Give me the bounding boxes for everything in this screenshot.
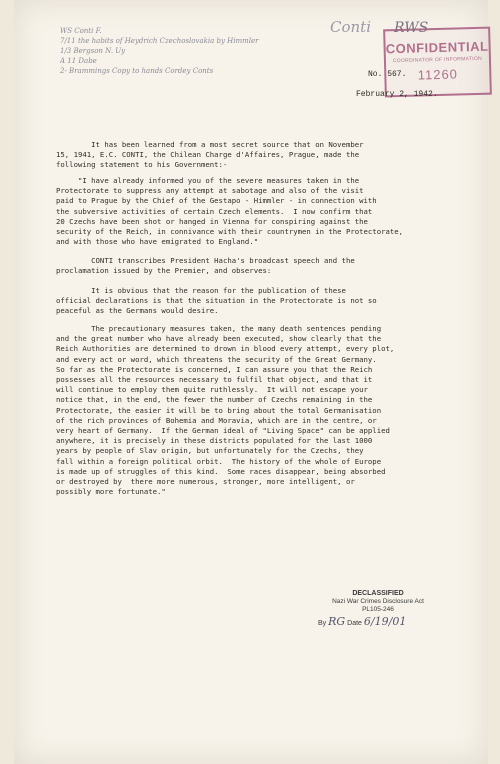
handwritten-line: A 11 Dabe [60, 57, 97, 65]
stamp-number: 11260 [417, 66, 459, 83]
handwritten-line: 2- Brammings Copy to hands Cordey Conts [60, 67, 214, 75]
document-date: February 2, 1942. [356, 90, 438, 99]
handwritten-signature: Conti [330, 18, 371, 36]
paragraph-intro: It has been learned from a most secret source that on November 15, 1941, E.C. CONTI, the Chilean Charge d'Affaires, Prague, made the following statement to his Government:- [56, 140, 364, 170]
declassified-stamp [318, 590, 438, 628]
paragraph-conti-transcribes: CONTI transcribes President Hacha's broadcast speech and the proclamation issued by the Premier, and observes: [56, 256, 355, 276]
stamp-label: CONFIDENTIAL [385, 38, 489, 57]
paragraph-precautionary: The precautionary measures taken, the many death sentences pending and the great number who have already been executed, show clearly that the Reich Authorities are determined to drown in blood every attempt, every plot, and every act or word, which threatens the security of the Great Germany. So far as the Protectorate is concerned, I can assure you that the Reich possesses all the resources necessary to fulfil that object, and that it will continue to employ them quite ruthlessly. It will not escape your notice that, in the end, the fewer the number of Czechs remaining in the Protectorate, the easier it will be to bring about the total Germanisation of the rich provinces of Bohemia and Moravia, which are in the centre, or very heart of Germany. If the German ideal of "Living Space" can be applied anywhere, it is precisely in these districts populated for the last 1000 years by people of Slav origin, but unfortunately for the Czechs, they fall within a foreign political orbit. The history of the whole of Europe is made up of struggles of this kind. Some races disappear, being absorbed or destroyed by there more numerous, stronger, more intelligent, or possibly more fortunate." [56, 324, 395, 497]
declassified-date: 6/19/01 [363, 615, 407, 628]
by-initials: RG [328, 615, 346, 628]
handwritten-line: WS Conti F. [60, 27, 102, 35]
handwritten-notes [60, 26, 310, 76]
confidential-stamp [383, 27, 492, 98]
handwritten-line: 1/3 Bergson N. Uy [60, 47, 126, 55]
paragraph-quote-1: "I have already informed you of the severe measures taken in the Protectorate to suppress any attempt at sabotage and also of the visit paid to Prague by the Chief of the Gestapo - Himmler - in connection with the subversive activities of certain Czech elements. I now confirm that 20 Czechs have been shot or hanged in Vienna for conspiring against the security of the Reich, in connivance with their countrymen in the Protectorate, and with those who have emigrated to England." [56, 176, 404, 247]
date-label: Date [347, 620, 362, 627]
declassified-by-line [318, 615, 438, 628]
document-number: No. 567. [368, 70, 407, 79]
by-label: By [318, 620, 327, 627]
handwritten-line: 7/11 the habits of Heydrich Czechoslovakia by Himmler [60, 37, 259, 45]
declassified-act: Nazi War Crimes Disclosure Act [332, 598, 424, 605]
stamp-sublabel: COORDINATOR OF INFORMATION [392, 55, 483, 65]
stamp-initials: RWS [394, 20, 429, 36]
declassified-title: DECLASSIFIED [352, 590, 404, 597]
declassified-law: PL105-246 [362, 606, 394, 613]
paragraph-obvious: It is obvious that the reason for the publication of these official declarations is that the situation in the Protectorate is not so peaceful as the Germans would desire. [56, 286, 377, 316]
